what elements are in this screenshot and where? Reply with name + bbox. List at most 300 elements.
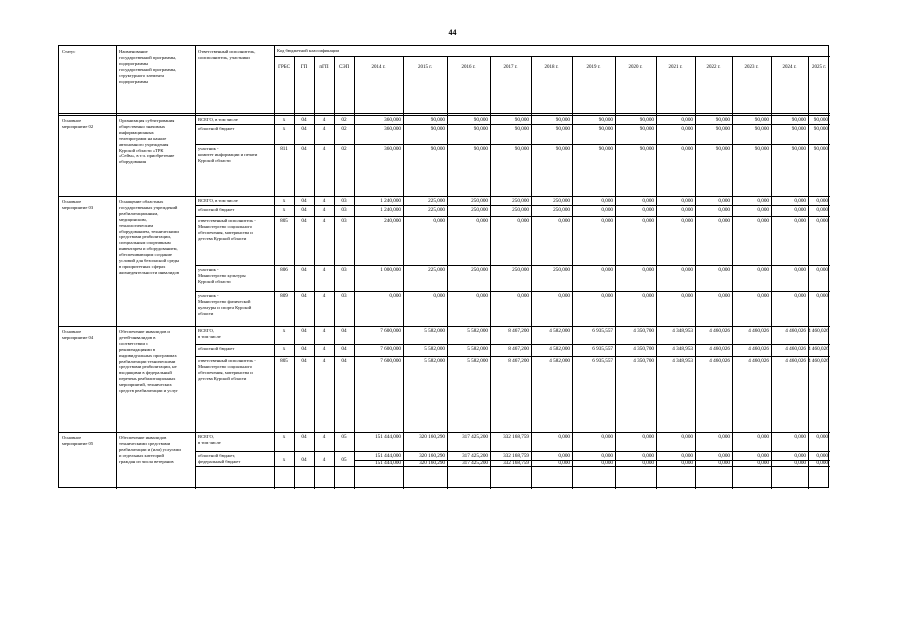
amount-cell: 0,000 [794,266,806,273]
amount-cell: 0,000 [816,433,828,440]
block-name: средств реабилитации и услуг [119,388,179,393]
amount-cell: 4 460,026 [748,357,769,364]
amount-cell: 317 425,200 [462,460,488,466]
amount-cell: 4 460,026 [748,345,769,352]
budget-code-cell: 03 [341,292,347,299]
block-status: мероприятие 03 [62,204,94,210]
budget-code-cell: 04 [301,125,307,132]
amount-cell: 225,000 [428,266,445,273]
block-name: инвентарем и оборудованием, [119,246,178,252]
amount-cell: 332 168,759 [503,433,529,440]
year-column-header: 2024 г. [782,65,797,70]
amount-cell: 0,000 [681,197,693,204]
amount-cell: 360,000 [384,125,401,132]
amount-cell: 0,000 [681,453,693,459]
block-name: Обеспечение инвалидов и [119,329,170,334]
amount-cell: 4 582,000 [549,357,570,364]
block-name: медицинским, [119,216,147,222]
year-column-header: 2020 г. [628,65,643,70]
budget-code-cell: 4 [322,457,326,463]
budget-code-cell: 4 [322,292,326,299]
budget-code-cell: 04 [301,116,307,123]
amount-cell: 0,000 [816,217,828,224]
amount-cell: 0,000 [718,460,730,466]
row-executor: участник - [198,267,219,272]
budget-code-cell: х [282,457,286,463]
block-name: Оснащение областных [119,199,164,204]
row-executor: Министерство культуры [198,272,246,278]
block-status: мероприятие 05 [62,440,94,446]
year-column-header: 2023 г. [744,65,759,70]
amount-cell: 7 600,000 [380,327,401,334]
budget-code-cell: 4 [322,206,326,213]
amount-cell: 0,000 [681,206,693,213]
amount-cell: 0,000 [816,266,828,273]
amount-cell: 4 460,026 [808,345,829,352]
budget-code-cell: 4 [322,357,326,364]
amount-cell: 90,000 [639,125,654,132]
amount-cell: 4 348,953 [672,357,693,364]
row-executor: ответственный исполнитель - [198,218,256,223]
year-column-header: 2017 г. [503,65,518,70]
name-header: подпрограммы [119,60,149,66]
block-name: Курской области «ТРК [119,147,164,153]
amount-cell: 0,000 [642,206,654,213]
amount-cell: 0,000 [718,217,730,224]
name-header: Наименование [119,49,148,54]
amount-cell: 0,000 [517,217,529,224]
budget-code-cell: 4 [322,345,326,352]
amount-cell: 317 425,200 [462,453,488,459]
block-status: Основное [62,329,82,334]
block-name: телепрограмм на канале [119,135,167,141]
row-executor: обеспечения, материнства и [198,229,253,235]
row-executor: федеральный бюджет [198,458,241,464]
amount-cell: 90,000 [430,125,445,132]
amount-cell: 90,000 [813,145,828,152]
budget-code-cell: 04 [341,345,347,352]
amount-cell: 0,000 [433,292,445,299]
amount-cell: 5 582,000 [467,345,488,352]
year-column-header: 2022 г. [706,65,721,70]
amount-cell: 0,000 [681,145,693,152]
amount-cell: 0,000 [601,266,613,273]
row-executor: Министерство физической [198,298,251,304]
budget-code-cell: 04 [341,327,347,334]
amount-cell: 4 460,026 [785,357,806,364]
amount-cell: 90,000 [715,116,730,123]
row-executor: детства Курской области [198,375,247,381]
amount-cell: 0,000 [642,460,654,466]
budget-code-cell: 05 [341,433,347,440]
row-executor: области [198,310,214,316]
table-rule [354,460,830,461]
amount-cell: 0,000 [601,217,613,224]
amount-cell: 90,000 [754,116,769,123]
amount-cell: 0,000 [601,433,613,440]
row-executor: в том числе [198,439,221,445]
block-name: информационных [119,129,154,135]
row-executor: обеспечения, материнства и [198,369,253,375]
amount-cell: 0,000 [681,292,693,299]
budget-code-cell: 805 [280,357,288,364]
year-column-header: 2021 г. [668,65,683,70]
budget-code-cell: х [282,197,286,204]
row-executor: областной бюджет [198,207,235,212]
row-executor: детства Курской области [198,235,247,241]
budget-code-cell: х [282,206,286,213]
amount-cell: 8 467,200 [508,345,529,352]
amount-cell: 6 935,557 [592,345,613,352]
budget-code-cell: 811 [280,145,288,152]
block-name: и отдельных категорий [119,452,164,458]
budget-code-cell: 02 [341,125,347,132]
row-executor: в том числе [198,333,221,339]
block-name: технологическим [119,222,154,228]
amount-cell: 0,000 [816,453,828,459]
amount-cell: 225,000 [428,197,445,204]
amount-cell: 0,000 [433,217,445,224]
block-name: техническими средствами [119,440,171,446]
amount-cell: 0,000 [757,266,769,273]
amount-cell: 250,000 [553,197,570,204]
amount-cell: 320 160,290 [419,453,445,459]
budget-code-cell: 04 [301,217,307,224]
amount-cell: 4 350,700 [633,357,654,364]
amount-cell: 320 160,290 [419,433,445,440]
amount-cell: 1 000,000 [380,266,401,273]
amount-cell: 90,000 [639,116,654,123]
amount-cell: 0,000 [794,206,806,213]
budget-code-cell: 04 [301,327,307,334]
amount-cell: 4 582,000 [549,345,570,352]
amount-cell: 90,000 [555,125,570,132]
amount-cell: 90,000 [754,145,769,152]
budget-code-header: Код бюджетной классификации [277,48,339,53]
amount-cell: 90,000 [514,145,529,152]
row-executor: Министерство социального [198,363,253,369]
amount-cell: 240,000 [384,217,401,224]
row-executor: культуры и спорта Курской [198,304,252,310]
budget-code-cell: 809 [280,292,288,299]
amount-cell: 0,000 [816,197,828,204]
amount-cell: 90,000 [813,116,828,123]
amount-cell: 250,000 [512,206,529,213]
row-executor: ВСЕГО, в том числе [198,117,238,122]
block-name: рекомендациями в [119,346,156,352]
amount-cell: 0,000 [558,217,570,224]
amount-cell: 90,000 [715,125,730,132]
block-status: Основное [62,199,82,204]
budget-code-cell: х [282,125,286,132]
budget-code-cell: 04 [301,292,307,299]
code-column-header: ГРБС [278,65,290,70]
amount-cell: 5 582,000 [424,357,445,364]
amount-cell: 4 460,026 [808,327,829,334]
table-rule [59,113,830,114]
amount-cell: 90,000 [598,116,613,123]
budget-code-cell: х [282,327,286,334]
budget-code-cell: 04 [341,357,347,364]
amount-cell: 0,000 [816,460,828,466]
row-executor: ВСЕГО, [198,434,214,439]
amount-cell: 0,000 [757,453,769,459]
amount-cell: 0,000 [558,292,570,299]
amount-cell: 0,000 [718,197,730,204]
budget-code-cell: 04 [301,197,307,204]
amount-cell: 0,000 [718,292,730,299]
amount-cell: 0,000 [794,292,806,299]
row-executor: областной бюджет, [198,453,236,458]
budget-code-cell: 03 [341,197,347,204]
amount-cell: 0,000 [757,197,769,204]
block-status: Основное [62,118,82,123]
amount-cell: 90,000 [639,145,654,152]
budget-code-cell: 4 [322,266,326,273]
amount-cell: 1 240,000 [380,197,401,204]
budget-code-cell: 4 [322,327,326,334]
block-name: оборудованием, техническими [119,228,179,234]
amount-cell: 332 168,759 [503,453,529,459]
budget-table [58,45,829,488]
amount-cell: 90,000 [430,116,445,123]
amount-cell: 250,000 [512,266,529,273]
block-name: реабилитационным, [119,210,159,216]
row-executor: Курской области [198,278,231,284]
amount-cell: 0,000 [642,433,654,440]
name-header: структурного элемента [119,72,165,78]
amount-cell: 0,000 [794,217,806,224]
amount-cell: 4 350,700 [633,345,654,352]
amount-cell: 4 460,026 [785,345,806,352]
budget-code-cell: 04 [301,206,307,213]
amount-cell: 250,000 [553,266,570,273]
row-executor: областной бюджет [198,126,235,131]
amount-cell: 90,000 [430,145,445,152]
block-name: детей-инвалидов в [119,334,156,340]
amount-cell: 0,000 [681,433,693,440]
block-name: государственных учреждений [119,204,178,210]
amount-cell: 0,000 [517,292,529,299]
amount-cell: 250,000 [471,197,488,204]
row-executor: ВСЕГО, в том числе [198,198,238,203]
amount-cell: 0,000 [816,206,828,213]
block-name: мероприятий, технических [119,382,172,388]
block-name: автономного учреждения [119,141,169,147]
amount-cell: 7 600,000 [380,357,401,364]
block-name: граждан из числа ветеранов [119,458,174,464]
budget-code-cell: 04 [301,457,307,463]
amount-cell: 151 444,000 [375,433,401,440]
amount-cell: 4 582,000 [549,327,570,334]
amount-cell: 0,000 [642,292,654,299]
budget-code-cell: 03 [341,217,347,224]
table-rule [195,466,830,467]
amount-cell: 0,000 [558,433,570,440]
row-executor: комитет информации и печати [198,151,258,157]
amount-cell: 0,000 [757,433,769,440]
table-rule [195,451,830,452]
budget-code-cell: 02 [341,145,347,152]
amount-cell: 151 444,000 [375,460,401,466]
amount-cell: 250,000 [471,206,488,213]
amount-cell: 90,000 [514,125,529,132]
code-column-header: СЭП [338,65,350,70]
amount-cell: 250,000 [553,206,570,213]
row-executor: Министерство социального [198,223,253,229]
amount-cell: 90,000 [473,125,488,132]
amount-cell: 0,000 [681,266,693,273]
amount-cell: 4 460,026 [709,345,730,352]
budget-code-cell: 4 [322,197,326,204]
amount-cell: 0,000 [558,453,570,459]
amount-cell: 90,000 [473,116,488,123]
amount-cell: 4 460,026 [709,327,730,334]
amount-cell: 90,000 [813,125,828,132]
code-column-header: пГП [319,65,329,70]
amount-cell: 0,000 [389,292,401,299]
status-header: Статус [62,49,76,54]
budget-code-cell: 03 [341,266,347,273]
budget-code-cell: 4 [322,217,326,224]
amount-cell: 0,000 [718,266,730,273]
block-name: реабилитации техническими [119,358,176,364]
year-column-header: 2016 г. [461,65,476,70]
amount-cell: 90,000 [754,125,769,132]
budget-code-cell: 4 [322,145,326,152]
amount-cell: 90,000 [514,116,529,123]
block-name: индивидуальных программах [119,352,177,358]
amount-cell: 151 444,000 [375,453,401,459]
year-column-header: 2014 г. [371,65,386,70]
block-name: перечень реабилитационных [119,376,176,382]
amount-cell: 6 935,557 [592,327,613,334]
amount-cell: 0,000 [816,292,828,299]
budget-code-cell: 04 [301,266,307,273]
amount-cell: 7 600,000 [380,345,401,352]
block-name: средствами реабилитации, не [119,364,177,370]
amount-cell: 5 582,000 [467,327,488,334]
amount-cell: 6 935,557 [592,357,613,364]
budget-code-cell: 805 [280,217,288,224]
amount-cell: 360,000 [384,145,401,152]
name-header: государственной программы, [119,66,177,72]
amount-cell: 0,000 [718,433,730,440]
block-name: входящими в федеральный [119,370,172,376]
block-name: Обеспечение инвалидов [119,435,167,440]
amount-cell: 0,000 [757,460,769,466]
amount-cell: 317 425,200 [462,433,488,440]
amount-cell: 250,000 [512,197,529,204]
budget-code-cell: х [282,116,286,123]
executor-header: Ответственный исполнитель, [198,49,256,54]
block-name: общественно значимых [119,123,166,129]
amount-cell: 0,000 [794,453,806,459]
amount-cell: 5 582,000 [424,327,445,334]
amount-cell: 0,000 [642,453,654,459]
amount-cell: 332 168,759 [503,460,529,466]
block-name: условий для безопасной среды [119,258,180,263]
amount-cell: 90,000 [598,145,613,152]
block-name: обеспечивающим создание [119,252,172,258]
amount-cell: 90,000 [598,125,613,132]
row-executor: Курской области [198,157,231,163]
year-column-header: 2015 г. [418,65,432,70]
amount-cell: 0,000 [681,125,693,132]
year-column-header: 2025 г. [812,65,826,70]
row-executor: участник - [198,293,219,298]
budget-code-cell: х [282,345,286,352]
block-name: средствами реабилитации, [119,234,171,240]
amount-cell: 0,000 [601,206,613,213]
amount-cell: 0,000 [794,460,806,466]
code-column-header: ГП [300,65,308,70]
budget-code-cell: 05 [341,457,347,463]
amount-cell: 8 467,200 [508,357,529,364]
amount-cell: 90,000 [715,145,730,152]
amount-cell: 0,000 [601,197,613,204]
block-status: Основное [62,435,82,440]
budget-code-cell: 04 [301,433,307,440]
budget-code-cell: 4 [322,116,326,123]
amount-cell: 4 460,026 [709,357,730,364]
budget-code-cell: х [282,433,286,440]
amount-cell: 8 467,200 [508,327,529,334]
amount-cell: 0,000 [601,292,613,299]
amount-cell: 0,000 [476,292,488,299]
amount-cell: 90,000 [473,145,488,152]
year-column-header: 2018 г. [544,65,559,70]
row-executor: ВСЕГО, [198,328,214,333]
budget-code-cell: 4 [322,125,326,132]
block-name: специальным спортивным [119,240,171,246]
amount-cell: 0,000 [681,460,693,466]
budget-code-cell: 04 [301,357,307,364]
block-name: Организация субтитрования [119,118,175,123]
amount-cell: 4 460,026 [808,357,829,364]
amount-cell: 0,000 [757,217,769,224]
amount-cell: 4 348,953 [672,327,693,334]
budget-code-cell: 03 [341,206,347,213]
budget-code-cell: 4 [322,433,326,440]
amount-cell: 90,000 [555,145,570,152]
amount-cell: 5 582,000 [424,345,445,352]
amount-cell: 225,000 [428,206,445,213]
amount-cell: 5 582,000 [467,357,488,364]
block-name: в приоритетных сферах [119,263,166,269]
budget-code-cell: 04 [301,345,307,352]
amount-cell: 90,000 [791,125,806,132]
budget-code-cell: 04 [301,145,307,152]
amount-cell: 0,000 [681,217,693,224]
amount-cell: 320 160,290 [419,460,445,466]
name-header: государственной программы, [119,54,177,60]
amount-cell: 4 460,026 [748,327,769,334]
page-number: 44 [448,28,457,37]
block-name: реабилитации и (или) услугами [119,446,181,452]
amount-cell: 360,000 [384,116,401,123]
amount-cell: 0,000 [601,460,613,466]
row-executor: участник - [198,146,219,151]
amount-cell: 0,000 [681,116,693,123]
amount-cell: 0,000 [558,460,570,466]
amount-cell: 0,000 [476,217,488,224]
executor-header: соисполнитель, участники [198,54,250,60]
block-name: жизнедеятельности инвалидов [119,269,179,275]
year-column-header: 2019 г. [586,65,601,70]
amount-cell: 0,000 [642,266,654,273]
block-name: «Сейм», в т.ч. приобретение [119,153,175,159]
